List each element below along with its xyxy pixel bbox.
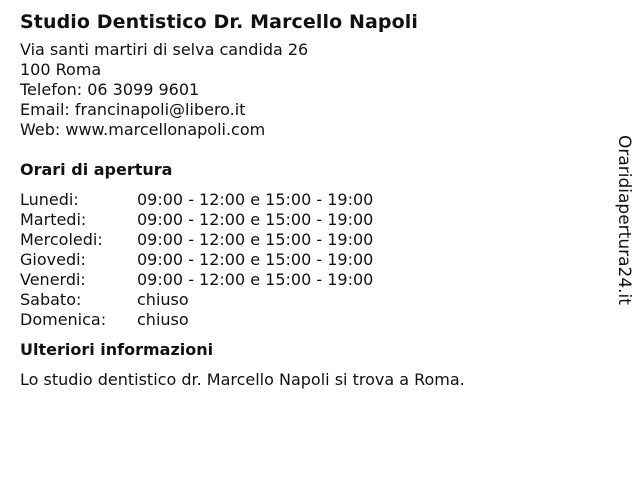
day-label: Domenica:: [20, 310, 107, 329]
hours-row-saturday: [20, 290, 373, 310]
day-label: Giovedi:: [20, 250, 86, 269]
further-info-heading: Ulteriori informazioni: [20, 340, 214, 359]
website-address: Web: www.marcellonapoli.com: [20, 120, 266, 139]
day-hours: chiuso: [137, 310, 189, 329]
day-hours: 09:00 - 12:00 e 15:00 - 19:00: [137, 270, 374, 289]
address-city: 100 Roma: [20, 60, 102, 79]
day-label: Sabato:: [20, 290, 82, 309]
day-label: Lunedi:: [20, 190, 79, 209]
day-hours: 09:00 - 12:00 e 15:00 - 19:00: [137, 210, 374, 229]
opening-hours-table: [20, 190, 373, 330]
day-hours: chiuso: [137, 290, 189, 309]
hours-row-tuesday: [20, 210, 373, 230]
opening-hours-heading: Orari di apertura: [20, 160, 173, 179]
contact-block: [20, 40, 600, 140]
hours-row-thursday: [20, 250, 373, 270]
day-hours: 09:00 - 12:00 e 15:00 - 19:00: [137, 230, 374, 249]
day-hours: 09:00 - 12:00 e 15:00 - 19:00: [137, 250, 374, 269]
hours-row-friday: [20, 270, 373, 290]
day-label: Martedi:: [20, 210, 87, 229]
address-street: Via santi martiri di selva candida 26: [20, 40, 309, 59]
business-name: Studio Dentistico Dr. Marcello Napoli: [20, 11, 418, 33]
day-label: Venerdi:: [20, 270, 86, 289]
hours-row-wednesday: [20, 230, 373, 250]
hours-row-monday: [20, 190, 373, 210]
hours-row-sunday: [20, 310, 373, 330]
business-card: [20, 10, 600, 390]
day-hours: 09:00 - 12:00 e 15:00 - 19:00: [137, 190, 374, 209]
email-address: Email: francinapoli@libero.it: [20, 100, 246, 119]
further-info-text: Lo studio dentistico dr. Marcello Napoli si trova a Roma.: [20, 370, 465, 389]
site-brand-label: Oraridiapertura24.it: [614, 135, 634, 305]
day-label: Mercoledi:: [20, 230, 103, 249]
phone-number: Telefon: 06 3099 9601: [20, 80, 200, 99]
